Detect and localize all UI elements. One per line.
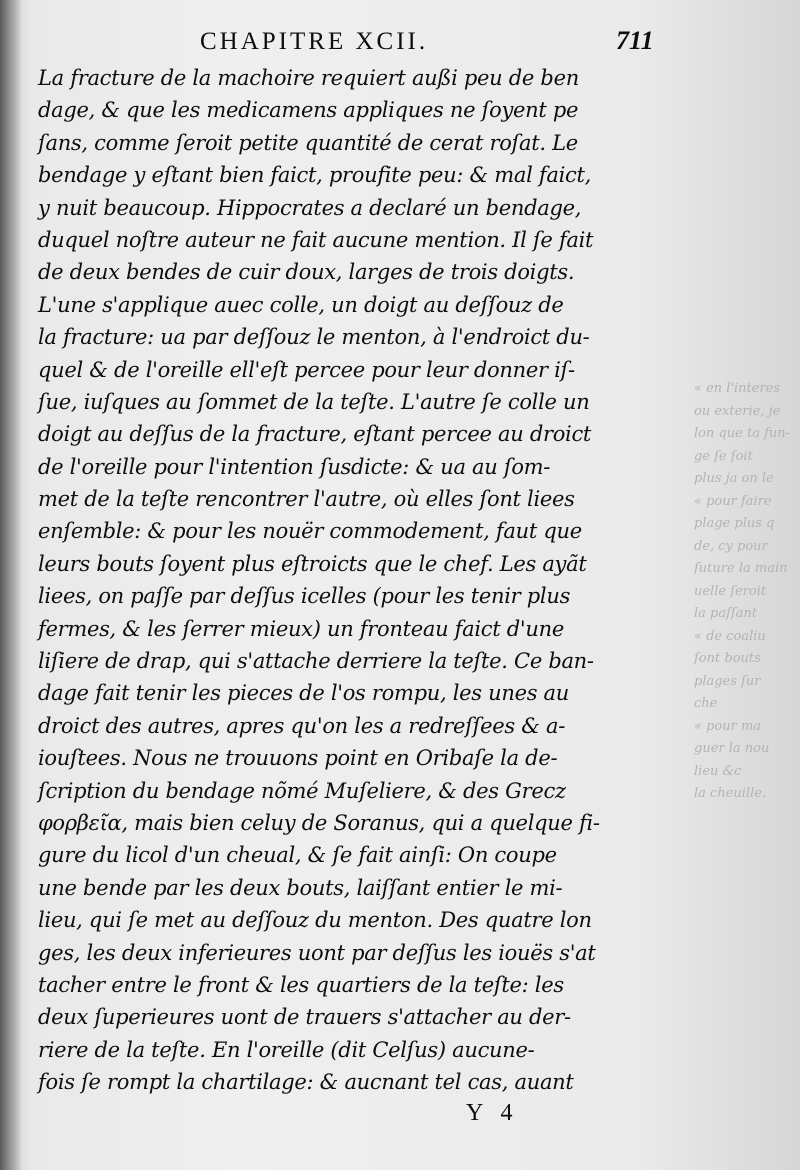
running-head: CHAPITRE XCII.: [200, 28, 429, 55]
text-line: riere de la teſte. En l'oreille (dit Celſus) aucune-: [38, 1037, 535, 1062]
text-line: doigt au deſſus de la fracture, eſtant percee au droict: [38, 422, 592, 447]
page-number: 711: [616, 26, 654, 55]
text-line: L'une s'applique auec colle, un doigt au deſſouz de: [38, 292, 564, 317]
text-line: bendage y eſtant bien faict, proufite peu: & mal faict,: [38, 163, 591, 188]
text-line: duquel noſtre auteur ne fait aucune mention. Il ſe fait: [38, 227, 594, 252]
text-line: ſans, comme ſeroit petite quantité de cerat roſat. Le: [38, 130, 578, 155]
signature-mark: Y 4: [466, 1100, 519, 1126]
text-line: enſemble: & pour les nouër commodement, faut que: [38, 519, 582, 544]
text-line: dage, & que les medicamens appliques ne ſoyent pe: [38, 98, 579, 123]
text-line: fois ſe rompt la chartilage: & aucnant tel cas, auant: [38, 1070, 574, 1095]
text-line: dage fait tenir les pieces de l'os rompu, les unes au: [38, 681, 569, 706]
text-line: lieu, qui ſe met au deſſouz du menton. Des quatre lon: [38, 908, 592, 933]
text-line: ſue, iuſques au ſommet de la teſte. L'autre ſe colle un: [38, 389, 590, 414]
text-line: fermes, & les ſerrer mieux) un fronteau faict d'une: [38, 616, 564, 641]
text-line: gure du licol d'un cheual, & ſe fait ainſi: On coupe: [38, 843, 557, 868]
text-line: de deux bendes de cuir doux, larges de trois doigts.: [38, 260, 575, 285]
text-line: la fracture: ua par deſſouz le menton, à l'endroict du-: [38, 325, 590, 350]
page-header: [0, 22, 800, 58]
show-through-text: « en l'interes ou exterie, je lon que ta fun- ge ſe ſoit plus ja on le « pour faire plage plus q de, cy pour ſuture la main uelle ſeroit la paſſant « de coaliu ſont bouts plages ſur che « pour ma guer la nou lieu &c la cheuille.: [694, 381, 790, 801]
text-line: ges, les deux inferieures uont par deſſus les iouës s'at: [38, 940, 596, 965]
text-line: droict des autres, apres qu'on les a redreſſees & a-: [38, 713, 565, 738]
text-line: y nuit beaucoup. Hippocrates a declaré un bendage,: [38, 195, 582, 220]
spine-shadow: [0, 0, 22, 1170]
text-line: φορβεῖα, mais bien celuy de Soranus, qui a quelque fi-: [38, 810, 600, 835]
text-line: liees, on paſſe par deſſus icelles (pour les tenir plus: [38, 584, 571, 609]
text-line: une bende par les deux bouts, laiſſant entier le mi-: [38, 875, 563, 900]
text-line: liſiere de drap, qui s'attache derriere la teſte. Ce ban-: [38, 649, 594, 674]
text-line: de l'oreille pour l'intention ſusdicte: & ua au ſom-: [38, 454, 551, 479]
text-line: leurs bouts ſoyent plus eſtroicts que le chef. Les ayãt: [38, 551, 587, 576]
body-text: [38, 62, 634, 1099]
text-line: deux ſuperieures uont de trauers s'attacher au der-: [38, 1005, 571, 1030]
text-line: La fracture de la machoire requiert außi peu de ben: [38, 66, 579, 90]
text-line: met de la teſte rencontrer l'autre, où elles ſont liees: [38, 487, 575, 512]
text-line: iouſtees. Nous ne trouuons point en Oribaſe la de-: [38, 746, 558, 771]
text-line: ſcription du bendage nõmé Muſeliere, & des Grecz: [38, 778, 566, 803]
text-line: quel & de l'oreille ell'eſt percee pour leur donner iſ-: [38, 357, 575, 382]
text-line: tacher entre le front & les quartiers de la teſte: les: [38, 972, 564, 997]
